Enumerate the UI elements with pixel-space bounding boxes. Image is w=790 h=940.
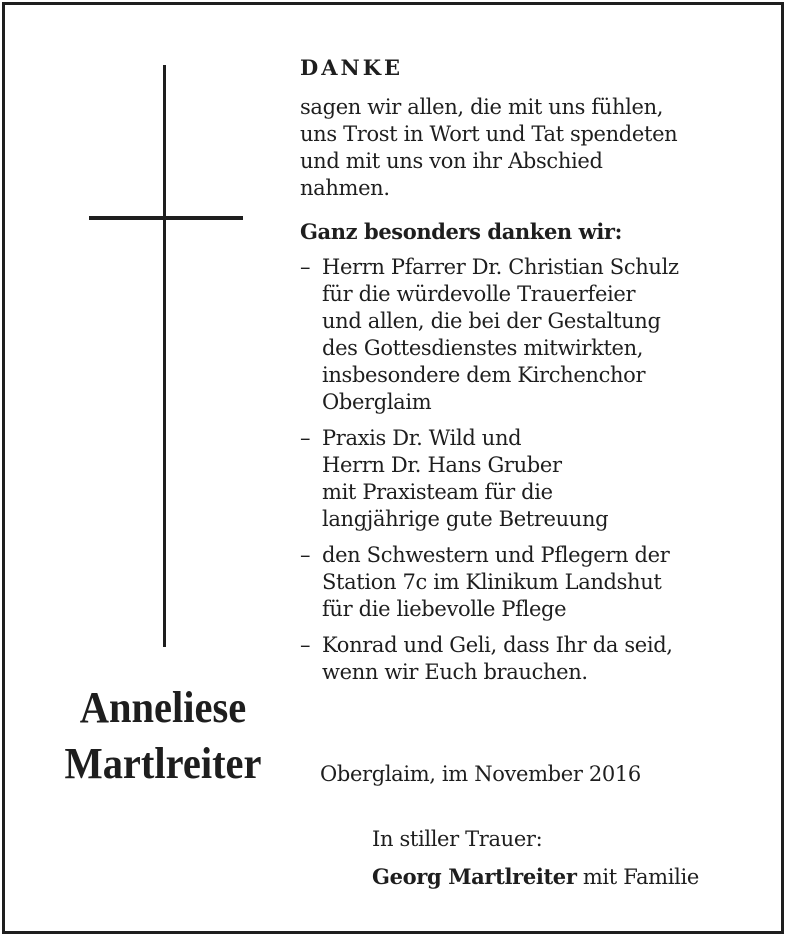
thanks-item bbox=[300, 632, 750, 686]
signature bbox=[372, 820, 699, 896]
thanks-item bbox=[300, 542, 750, 623]
item-line: Herrn Dr. Hans Gruber bbox=[322, 453, 562, 477]
item-line: und allen, die bei der Gestaltung bbox=[322, 309, 661, 333]
intro-line: sagen wir allen, die mit uns fühlen, bbox=[300, 95, 664, 119]
signature-intro: In stiller Trauer: bbox=[372, 827, 543, 851]
intro-line: uns Trost in Wort und Tat spendeten bbox=[300, 122, 678, 146]
item-line: insbesondere dem Kirchenchor bbox=[322, 363, 646, 387]
place-date: Oberglaim, im November 2016 bbox=[320, 762, 641, 786]
thanks-text bbox=[300, 54, 750, 695]
dash: – bbox=[300, 426, 311, 450]
item-line: des Gottesdienstes mitwirkten, bbox=[322, 336, 644, 360]
cross-vertical-bar bbox=[163, 65, 166, 647]
item-line: Herrn Pfarrer Dr. Christian Schulz bbox=[322, 255, 679, 279]
intro-paragraph bbox=[300, 94, 750, 202]
item-line: Konrad und Geli, dass Ihr da seid, bbox=[322, 633, 673, 657]
item-line: Station 7c im Klinikum Landshut bbox=[322, 570, 662, 594]
item-line: den Schwestern und Pflegern der bbox=[322, 543, 670, 567]
signature-line bbox=[372, 858, 699, 896]
item-line: für die würdevolle Trauerfeier bbox=[322, 282, 636, 306]
item-line: wenn wir Euch brauchen. bbox=[322, 660, 588, 684]
cross-horizontal-bar bbox=[89, 216, 243, 220]
item-line: für die liebevolle Pflege bbox=[322, 597, 567, 621]
intro-line: nahmen. bbox=[300, 176, 390, 200]
thanks-item bbox=[300, 254, 750, 416]
deceased-name bbox=[48, 680, 278, 792]
dash: – bbox=[300, 633, 311, 657]
deceased-last-name: Martlreiter bbox=[64, 739, 262, 788]
subheading: Ganz besonders danken wir: bbox=[300, 219, 622, 244]
signature-suffix: mit Familie bbox=[576, 865, 699, 889]
item-line: Oberglaim bbox=[322, 390, 432, 414]
intro-line: und mit uns von ihr Abschied bbox=[300, 149, 603, 173]
heading: DANKE bbox=[300, 55, 403, 80]
item-line: mit Praxisteam für die bbox=[322, 480, 553, 504]
dash: – bbox=[300, 543, 311, 567]
deceased-first-name: Anneliese bbox=[79, 683, 247, 732]
item-line: Praxis Dr. Wild und bbox=[322, 426, 522, 450]
signature-name: Georg Martlreiter bbox=[372, 864, 577, 889]
dash: – bbox=[300, 255, 311, 279]
thanks-item bbox=[300, 425, 750, 533]
item-line: langjährige gute Betreuung bbox=[322, 507, 609, 531]
